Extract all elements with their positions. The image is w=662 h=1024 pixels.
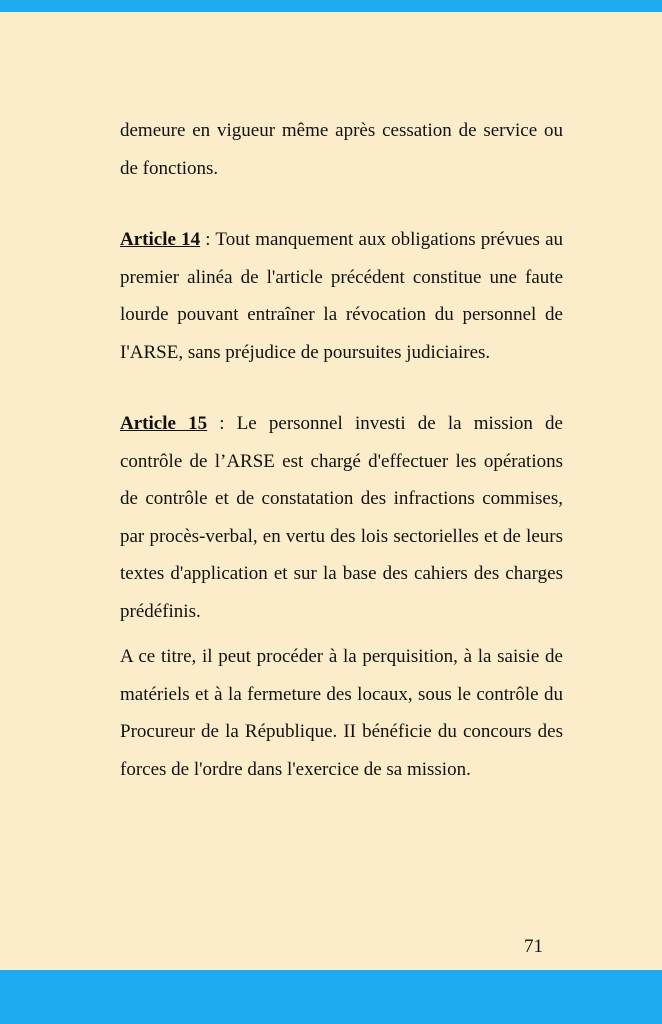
article-14-paragraph bbox=[120, 221, 563, 371]
page-number: 71 bbox=[524, 936, 543, 957]
top-color-band bbox=[0, 0, 662, 12]
article-15-title: Article 15 bbox=[120, 413, 208, 434]
continuation-paragraph: demeure en vigueur même après cessation de service ou de fonctions. bbox=[120, 120, 563, 179]
document-page bbox=[120, 112, 563, 788]
article-15-body: : Le personnel investi de la mission de contrôle de l’ARSE est chargé d'effectuer les opérations de contrôle et de constatation des infractions commises, par procès-verbal, en vertu des lois sectorielles et de leurs textes d'application et sur la base des cahiers des charges prédéfinis. bbox=[120, 413, 563, 622]
bottom-color-band bbox=[0, 970, 662, 1024]
article-15-paragraph-2: A ce titre, il peut procéder à la perquisition, à la saisie de matériels et à la fermeture des locaux, sous le contrôle du Procureur de la République. II bénéficie du concours des forces de l'ordre dans l'exercice de sa mission. bbox=[120, 646, 563, 780]
article-14-title: Article 14 bbox=[120, 229, 201, 250]
article-15-paragraph bbox=[120, 405, 563, 630]
article-14-body: : Tout manquement aux obligations prévues au premier alinéa de l'article précédent constitue une faute lourde pouvant entraîner la révocation du personnel de I'ARSE, sans préjudice de poursuites judiciaires. bbox=[120, 229, 564, 363]
